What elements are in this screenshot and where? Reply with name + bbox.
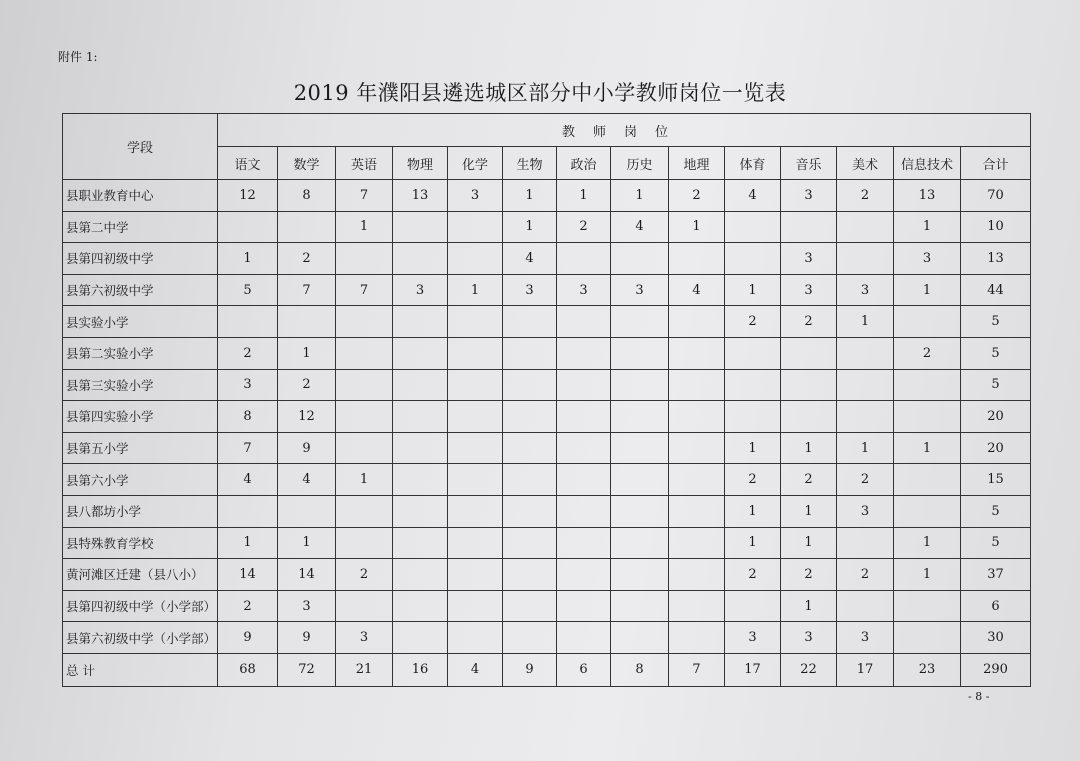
count-cell xyxy=(837,211,894,243)
count-cell xyxy=(503,432,557,464)
count-cell: 44 xyxy=(961,274,1031,306)
count-cell: 12 xyxy=(218,180,278,212)
count-cell xyxy=(393,211,448,243)
count-cell xyxy=(611,369,669,401)
count-cell: 3 xyxy=(781,243,837,275)
count-cell: 7 xyxy=(336,180,393,212)
count-cell xyxy=(725,369,781,401)
count-cell xyxy=(448,243,503,275)
count-cell xyxy=(393,337,448,369)
count-cell: 2 xyxy=(669,180,725,212)
count-cell xyxy=(669,622,725,654)
table-row xyxy=(63,243,1031,275)
count-cell xyxy=(503,306,557,338)
count-cell: 2 xyxy=(837,180,894,212)
count-cell: 2 xyxy=(781,464,837,496)
count-cell xyxy=(725,243,781,275)
count-cell: 37 xyxy=(961,559,1031,591)
count-cell: 22 xyxy=(781,653,837,686)
count-cell: 4 xyxy=(611,211,669,243)
count-cell xyxy=(503,401,557,433)
column-header: 美术 xyxy=(837,147,894,180)
count-cell xyxy=(557,464,611,496)
column-header: 音乐 xyxy=(781,147,837,180)
attachment-label: 附件 1: xyxy=(58,50,98,64)
count-cell xyxy=(669,369,725,401)
count-cell xyxy=(448,559,503,591)
count-cell: 1 xyxy=(894,527,961,559)
count-cell: 10 xyxy=(961,211,1031,243)
count-cell xyxy=(894,369,961,401)
count-cell xyxy=(393,527,448,559)
column-header: 物理 xyxy=(393,147,448,180)
count-cell xyxy=(448,590,503,622)
teacher-positions-table xyxy=(62,113,1031,687)
column-header: 体育 xyxy=(725,147,781,180)
stage-header: 学段 xyxy=(63,114,218,180)
count-cell xyxy=(894,590,961,622)
count-cell xyxy=(725,590,781,622)
count-cell: 72 xyxy=(278,653,336,686)
column-header: 生物 xyxy=(503,147,557,180)
count-cell xyxy=(611,622,669,654)
count-cell: 20 xyxy=(961,432,1031,464)
count-cell xyxy=(393,243,448,275)
count-cell xyxy=(557,527,611,559)
count-cell: 4 xyxy=(278,464,336,496)
count-cell xyxy=(503,590,557,622)
count-cell: 4 xyxy=(448,653,503,686)
table-row xyxy=(63,369,1031,401)
count-cell: 1 xyxy=(781,495,837,527)
count-cell: 2 xyxy=(837,559,894,591)
count-cell: 3 xyxy=(894,243,961,275)
count-cell xyxy=(336,432,393,464)
count-cell xyxy=(557,495,611,527)
count-cell: 2 xyxy=(218,590,278,622)
column-header: 数学 xyxy=(278,147,336,180)
count-cell: 1 xyxy=(669,211,725,243)
school-name: 县第六初级中学 xyxy=(63,274,218,306)
count-cell: 8 xyxy=(278,180,336,212)
count-cell: 1 xyxy=(336,211,393,243)
column-header: 合计 xyxy=(961,147,1031,180)
count-cell xyxy=(393,495,448,527)
count-cell xyxy=(669,527,725,559)
count-cell: 1 xyxy=(894,432,961,464)
count-cell xyxy=(557,432,611,464)
table-row xyxy=(63,590,1031,622)
count-cell: 3 xyxy=(781,622,837,654)
count-cell xyxy=(393,369,448,401)
count-cell: 3 xyxy=(448,180,503,212)
count-cell: 3 xyxy=(557,274,611,306)
school-name: 县八都坊小学 xyxy=(63,495,218,527)
count-cell: 13 xyxy=(393,180,448,212)
count-cell: 6 xyxy=(557,653,611,686)
count-cell: 9 xyxy=(278,622,336,654)
school-name: 县第五小学 xyxy=(63,432,218,464)
table-row xyxy=(63,464,1031,496)
count-cell xyxy=(894,306,961,338)
count-cell: 1 xyxy=(336,464,393,496)
count-cell xyxy=(725,401,781,433)
count-cell xyxy=(393,590,448,622)
table-row xyxy=(63,180,1031,212)
count-cell xyxy=(557,369,611,401)
count-cell xyxy=(837,590,894,622)
count-cell xyxy=(278,211,336,243)
school-name: 县第六初级中学（小学部） xyxy=(63,622,218,654)
count-cell xyxy=(336,337,393,369)
count-cell xyxy=(894,495,961,527)
table-row xyxy=(63,495,1031,527)
count-cell: 1 xyxy=(781,432,837,464)
count-cell: 1 xyxy=(278,527,336,559)
count-cell: 1 xyxy=(725,495,781,527)
school-name: 总 计 xyxy=(63,653,218,686)
count-cell: 13 xyxy=(894,180,961,212)
count-cell xyxy=(503,495,557,527)
table-row xyxy=(63,337,1031,369)
count-cell xyxy=(336,243,393,275)
count-cell: 3 xyxy=(781,180,837,212)
count-cell: 290 xyxy=(961,653,1031,686)
count-cell xyxy=(611,401,669,433)
school-name: 县特殊教育学校 xyxy=(63,527,218,559)
count-cell xyxy=(393,306,448,338)
count-cell: 9 xyxy=(218,622,278,654)
count-cell: 9 xyxy=(503,653,557,686)
count-cell xyxy=(336,306,393,338)
count-cell: 1 xyxy=(557,180,611,212)
school-name: 县第六小学 xyxy=(63,464,218,496)
count-cell: 20 xyxy=(961,401,1031,433)
table-row xyxy=(63,622,1031,654)
count-cell xyxy=(503,622,557,654)
count-cell: 5 xyxy=(961,337,1031,369)
count-cell xyxy=(669,464,725,496)
count-cell xyxy=(669,495,725,527)
count-cell: 5 xyxy=(961,495,1031,527)
count-cell: 2 xyxy=(725,464,781,496)
column-header: 英语 xyxy=(336,147,393,180)
count-cell: 3 xyxy=(611,274,669,306)
count-cell xyxy=(669,559,725,591)
count-cell: 3 xyxy=(781,274,837,306)
count-cell: 14 xyxy=(278,559,336,591)
count-cell xyxy=(218,306,278,338)
count-cell: 3 xyxy=(336,622,393,654)
document-title: 2019 年濮阳县遴选城区部分中小学教师岗位一览表 xyxy=(293,81,787,105)
table-row xyxy=(63,527,1031,559)
count-cell: 1 xyxy=(725,432,781,464)
count-cell xyxy=(393,464,448,496)
count-cell xyxy=(448,432,503,464)
count-cell xyxy=(837,401,894,433)
column-header: 历史 xyxy=(611,147,669,180)
count-cell: 4 xyxy=(503,243,557,275)
count-cell: 2 xyxy=(725,306,781,338)
count-cell: 68 xyxy=(218,653,278,686)
count-cell xyxy=(837,527,894,559)
count-cell: 7 xyxy=(278,274,336,306)
count-cell: 1 xyxy=(448,274,503,306)
count-cell: 17 xyxy=(837,653,894,686)
count-cell xyxy=(336,495,393,527)
school-name: 县第四实验小学 xyxy=(63,401,218,433)
count-cell xyxy=(894,622,961,654)
count-cell: 15 xyxy=(961,464,1031,496)
count-cell xyxy=(781,211,837,243)
count-cell: 2 xyxy=(894,337,961,369)
table-row xyxy=(63,559,1031,591)
count-cell xyxy=(503,337,557,369)
count-cell: 1 xyxy=(894,211,961,243)
count-cell xyxy=(557,306,611,338)
count-cell xyxy=(448,211,503,243)
count-cell: 1 xyxy=(278,337,336,369)
column-header: 地理 xyxy=(669,147,725,180)
count-cell xyxy=(781,369,837,401)
count-cell xyxy=(336,590,393,622)
table-row xyxy=(63,306,1031,338)
count-cell: 2 xyxy=(781,559,837,591)
count-cell: 7 xyxy=(669,653,725,686)
count-cell xyxy=(611,590,669,622)
count-cell: 2 xyxy=(837,464,894,496)
school-name: 黄河滩区迁建（县八小） xyxy=(63,559,218,591)
count-cell xyxy=(448,527,503,559)
count-cell xyxy=(557,337,611,369)
count-cell: 4 xyxy=(725,180,781,212)
count-cell xyxy=(837,369,894,401)
count-cell: 17 xyxy=(725,653,781,686)
count-cell xyxy=(336,369,393,401)
count-cell: 1 xyxy=(503,211,557,243)
count-cell: 14 xyxy=(218,559,278,591)
count-cell xyxy=(611,527,669,559)
count-cell xyxy=(336,527,393,559)
school-name: 县第二实验小学 xyxy=(63,337,218,369)
count-cell: 3 xyxy=(503,274,557,306)
count-cell xyxy=(393,432,448,464)
school-name: 县职业教育中心 xyxy=(63,180,218,212)
count-cell xyxy=(837,243,894,275)
school-name: 县第四初级中学 xyxy=(63,243,218,275)
count-cell: 3 xyxy=(837,495,894,527)
count-cell: 3 xyxy=(218,369,278,401)
count-cell: 3 xyxy=(393,274,448,306)
count-cell: 4 xyxy=(218,464,278,496)
count-cell xyxy=(448,401,503,433)
count-cell xyxy=(278,495,336,527)
count-cell xyxy=(278,306,336,338)
count-cell xyxy=(448,464,503,496)
count-cell: 2 xyxy=(278,243,336,275)
count-cell: 5 xyxy=(218,274,278,306)
count-cell: 23 xyxy=(894,653,961,686)
count-cell: 1 xyxy=(894,559,961,591)
count-cell: 2 xyxy=(781,306,837,338)
count-cell xyxy=(448,622,503,654)
count-cell xyxy=(503,464,557,496)
count-cell xyxy=(611,243,669,275)
count-cell xyxy=(781,401,837,433)
count-cell xyxy=(218,495,278,527)
count-cell: 1 xyxy=(781,527,837,559)
count-cell xyxy=(448,369,503,401)
table-row xyxy=(63,211,1031,243)
column-header: 化学 xyxy=(448,147,503,180)
count-cell: 6 xyxy=(961,590,1031,622)
count-cell: 1 xyxy=(725,274,781,306)
count-cell xyxy=(393,622,448,654)
count-cell: 3 xyxy=(278,590,336,622)
count-cell: 1 xyxy=(837,432,894,464)
positions-group-header: 教师岗位 xyxy=(218,114,1031,147)
table-row xyxy=(63,274,1031,306)
count-cell xyxy=(611,495,669,527)
count-cell xyxy=(336,401,393,433)
count-cell: 1 xyxy=(218,243,278,275)
school-name: 县实验小学 xyxy=(63,306,218,338)
count-cell xyxy=(611,559,669,591)
count-cell xyxy=(448,337,503,369)
count-cell: 2 xyxy=(218,337,278,369)
school-name: 县第二中学 xyxy=(63,211,218,243)
count-cell xyxy=(669,306,725,338)
count-cell xyxy=(669,590,725,622)
count-cell xyxy=(781,337,837,369)
count-cell: 4 xyxy=(669,274,725,306)
count-cell: 13 xyxy=(961,243,1031,275)
count-cell xyxy=(557,622,611,654)
count-cell xyxy=(611,432,669,464)
count-cell: 1 xyxy=(218,527,278,559)
count-cell: 3 xyxy=(837,274,894,306)
count-cell: 2 xyxy=(725,559,781,591)
count-cell: 1 xyxy=(781,590,837,622)
count-cell xyxy=(557,401,611,433)
count-cell xyxy=(725,337,781,369)
count-cell xyxy=(503,559,557,591)
count-cell: 7 xyxy=(218,432,278,464)
count-cell: 9 xyxy=(278,432,336,464)
column-header: 信息技术 xyxy=(894,147,961,180)
count-cell: 70 xyxy=(961,180,1031,212)
count-cell xyxy=(894,401,961,433)
count-cell xyxy=(393,401,448,433)
count-cell xyxy=(669,243,725,275)
page-number: - 8 - xyxy=(968,690,990,703)
count-cell xyxy=(448,306,503,338)
count-cell: 2 xyxy=(336,559,393,591)
count-cell xyxy=(837,337,894,369)
count-cell: 8 xyxy=(218,401,278,433)
column-header: 政治 xyxy=(557,147,611,180)
count-cell: 1 xyxy=(894,274,961,306)
count-cell xyxy=(503,527,557,559)
count-cell: 5 xyxy=(961,306,1031,338)
count-cell xyxy=(503,369,557,401)
count-cell xyxy=(669,401,725,433)
count-cell: 1 xyxy=(725,527,781,559)
count-cell: 21 xyxy=(336,653,393,686)
count-cell: 7 xyxy=(336,274,393,306)
count-cell xyxy=(393,559,448,591)
count-cell: 1 xyxy=(503,180,557,212)
school-name: 县第三实验小学 xyxy=(63,369,218,401)
count-cell xyxy=(725,211,781,243)
table-row xyxy=(63,432,1031,464)
count-cell: 12 xyxy=(278,401,336,433)
count-cell xyxy=(611,306,669,338)
count-cell: 16 xyxy=(393,653,448,686)
count-cell: 5 xyxy=(961,369,1031,401)
count-cell xyxy=(669,432,725,464)
total-row xyxy=(63,653,1031,686)
count-cell: 3 xyxy=(725,622,781,654)
count-cell: 5 xyxy=(961,527,1031,559)
count-cell xyxy=(557,590,611,622)
count-cell: 3 xyxy=(837,622,894,654)
count-cell: 2 xyxy=(278,369,336,401)
count-cell: 1 xyxy=(837,306,894,338)
count-cell: 1 xyxy=(611,180,669,212)
column-header: 语文 xyxy=(218,147,278,180)
count-cell xyxy=(218,211,278,243)
count-cell xyxy=(557,559,611,591)
table-row xyxy=(63,401,1031,433)
count-cell xyxy=(611,464,669,496)
school-name: 县第四初级中学（小学部） xyxy=(63,590,218,622)
count-cell xyxy=(669,337,725,369)
count-cell xyxy=(611,337,669,369)
count-cell xyxy=(557,243,611,275)
count-cell: 8 xyxy=(611,653,669,686)
count-cell xyxy=(448,495,503,527)
count-cell: 30 xyxy=(961,622,1031,654)
count-cell: 2 xyxy=(557,211,611,243)
count-cell xyxy=(894,464,961,496)
